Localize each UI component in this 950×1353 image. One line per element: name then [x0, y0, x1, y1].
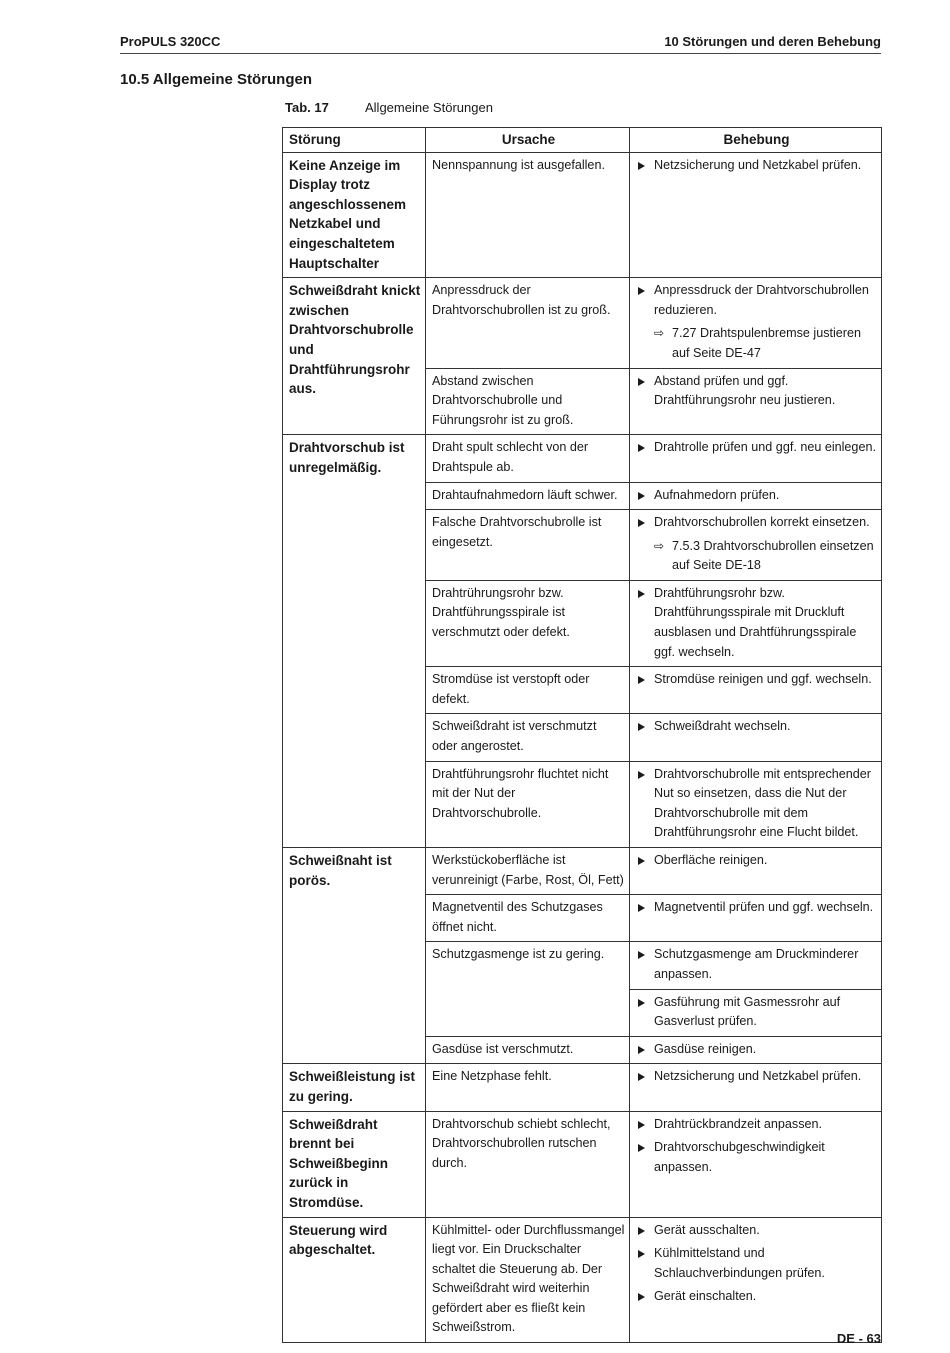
cause-cell: Magnetventil des Schutzgases öffnet nicht.	[426, 895, 630, 942]
remedy-cell	[630, 714, 882, 761]
table-row	[283, 848, 882, 895]
remedy-item: Drahtvorschubgeschwindigkeit anpassen.	[636, 1138, 877, 1177]
hollow-arrow-icon: ⇨	[654, 538, 665, 553]
table-row	[283, 435, 882, 482]
table-caption-number: Tab. 17	[285, 100, 329, 115]
table-row	[283, 1064, 882, 1111]
remedy-cell	[630, 848, 882, 895]
fault-cell: Schweißdraht brennt bei Schweißbeginn zurück in Stromdüse.	[283, 1111, 426, 1217]
column-header-remedy: Behebung	[630, 128, 882, 153]
remedy-item: Aufnahmedorn prüfen.	[636, 486, 877, 506]
remedy-item: Schutzgasmenge am Druckminderer anpassen.	[636, 945, 877, 984]
remedy-item: Anpressdruck der Drahtvorschubrollen reduzieren.	[636, 281, 877, 320]
cross-reference[interactable]: ⇨ 7.5.3 Drahtvorschubrollen einsetzen auf Seite DE-18	[654, 538, 874, 573]
remedy-item: Netzsicherung und Netzkabel prüfen.	[636, 1067, 877, 1087]
table-caption-text: Allgemeine Störungen	[365, 100, 493, 115]
cause-cell: Schutzgasmenge ist zu gering.	[426, 942, 630, 1036]
cause-cell: Drahtvorschub schiebt schlecht, Drahtvorschubrollen rutschen durch.	[426, 1111, 630, 1217]
table-row	[283, 1217, 882, 1343]
cause-cell: Stromdüse ist verstopft oder defekt.	[426, 667, 630, 714]
cause-cell: Anpressdruck der Drahtvorschubrollen ist zu groß.	[426, 278, 630, 368]
remedy-cell	[630, 1217, 882, 1343]
remedy-cell	[630, 895, 882, 942]
table-row	[283, 1111, 882, 1217]
remedy-cell	[630, 942, 882, 989]
fault-cell: Schweißnaht ist porös.	[283, 848, 426, 1064]
remedy-cell	[630, 1036, 882, 1064]
remedy-item: Gerät einschalten.	[636, 1287, 877, 1307]
header-product: ProPULS 320CC	[120, 34, 221, 49]
section-title: 10.5 Allgemeine Störungen	[120, 71, 312, 88]
remedy-cell	[630, 1111, 882, 1217]
remedy-cell	[630, 989, 882, 1036]
cause-cell: Schweißdraht ist verschmutzt oder angerostet.	[426, 714, 630, 761]
header-rule	[120, 53, 881, 54]
cause-cell: Drahtrührungsrohr bzw. Drahtführungsspirale ist verschmutzt oder defekt.	[426, 580, 630, 666]
fault-cell: Drahtvorschub ist unregelmäßig.	[283, 435, 426, 848]
fault-cell: Schweißdraht knickt zwischen Drahtvorschubrolle und Drahtführungsrohr aus.	[283, 278, 426, 435]
remedy-item: Gasführung mit Gasmessrohr auf Gasverlust prüfen.	[636, 993, 877, 1032]
remedy-cell	[630, 667, 882, 714]
cause-cell: Gasdüse ist verschmutzt.	[426, 1036, 630, 1064]
remedy-cell	[630, 510, 882, 581]
cause-cell: Abstand zwischen Drahtvorschubrolle und Führungsrohr ist zu groß.	[426, 368, 630, 435]
fault-cell: Schweißleistung ist zu gering.	[283, 1064, 426, 1111]
remedy-item: Schweißdraht wechseln.	[636, 717, 877, 737]
remedy-item: Oberfläche reinigen.	[636, 851, 877, 871]
remedy-item: Netzsicherung und Netzkabel prüfen.	[636, 156, 877, 176]
remedy-cell	[630, 152, 882, 278]
hollow-arrow-icon: ⇨	[654, 326, 665, 341]
column-header-cause: Ursache	[426, 128, 630, 153]
table-row	[283, 152, 882, 278]
remedy-cell	[630, 368, 882, 435]
cause-cell: Werkstückoberfläche ist verunreinigt (Farbe, Rost, Öl, Fett)	[426, 848, 630, 895]
troubleshooting-table	[282, 127, 882, 1343]
remedy-item: Kühlmittelstand und Schlauchverbindungen prüfen.	[636, 1244, 877, 1283]
cause-cell: Nennspannung ist ausgefallen.	[426, 152, 630, 278]
cause-cell: Drahtführungsrohr fluchtet nicht mit der Nut der Drahtvorschubrolle.	[426, 761, 630, 847]
remedy-item: Drahtvorschubrollen korrekt einsetzen.	[636, 513, 877, 533]
remedy-cell	[630, 278, 882, 368]
remedy-item: Abstand prüfen und ggf. Drahtführungsrohr neu justieren.	[636, 372, 877, 411]
remedy-item: Gerät ausschalten.	[636, 1221, 877, 1241]
fault-cell: Keine Anzeige im Display trotz angeschlossenem Netzkabel und eingeschaltetem Hauptschalter	[283, 152, 426, 278]
table-header-row	[283, 128, 882, 153]
remedy-cell	[630, 482, 882, 510]
remedy-item: Gasdüse reinigen.	[636, 1040, 877, 1060]
cause-cell: Drahtaufnahmedorn läuft schwer.	[426, 482, 630, 510]
cause-cell: Draht spult schlecht von der Drahtspule ab.	[426, 435, 630, 482]
remedy-item: Drahtrolle prüfen und ggf. neu einlegen.	[636, 438, 877, 458]
remedy-item: Drahtvorschubrolle mit entsprechender Nut so einsetzen, dass die Nut der Drahtvorschubrolle mit dem Drahtführungsrohr eine Flucht bildet.	[636, 765, 877, 843]
fault-cell: Steuerung wird abgeschaltet.	[283, 1217, 426, 1343]
cause-cell: Falsche Drahtvorschubrolle ist eingesetzt.	[426, 510, 630, 581]
remedy-cell	[630, 435, 882, 482]
remedy-item: Drahtrückbrandzeit anpassen.	[636, 1115, 877, 1135]
cause-cell: Kühlmittel- oder Durchflussmangel liegt vor. Ein Druckschalter schaltet die Steuerung ab. Der Schweißdraht wird weiterhin gefördert aber es fließt kein Schweißstrom.	[426, 1217, 630, 1343]
remedy-cell	[630, 580, 882, 666]
table-row	[283, 278, 882, 368]
header-chapter: 10 Störungen und deren Behebung	[664, 34, 881, 49]
remedy-item: Stromdüse reinigen und ggf. wechseln.	[636, 670, 877, 690]
page-number: DE - 63	[836, 1331, 881, 1346]
cross-reference[interactable]: ⇨ 7.27 Drahtspulenbremse justieren auf Seite DE-47	[654, 326, 862, 360]
remedy-item: Magnetventil prüfen und ggf. wechseln.	[636, 898, 877, 918]
remedy-item: Drahtführungsrohr bzw. Drahtführungsspirale mit Druckluft ausblasen und Drahtführungsspirale ggf. wechseln.	[636, 584, 877, 662]
remedy-cell	[630, 1064, 882, 1111]
remedy-cell	[630, 761, 882, 847]
cause-cell: Eine Netzphase fehlt.	[426, 1064, 630, 1111]
column-header-fault: Störung	[283, 128, 426, 153]
